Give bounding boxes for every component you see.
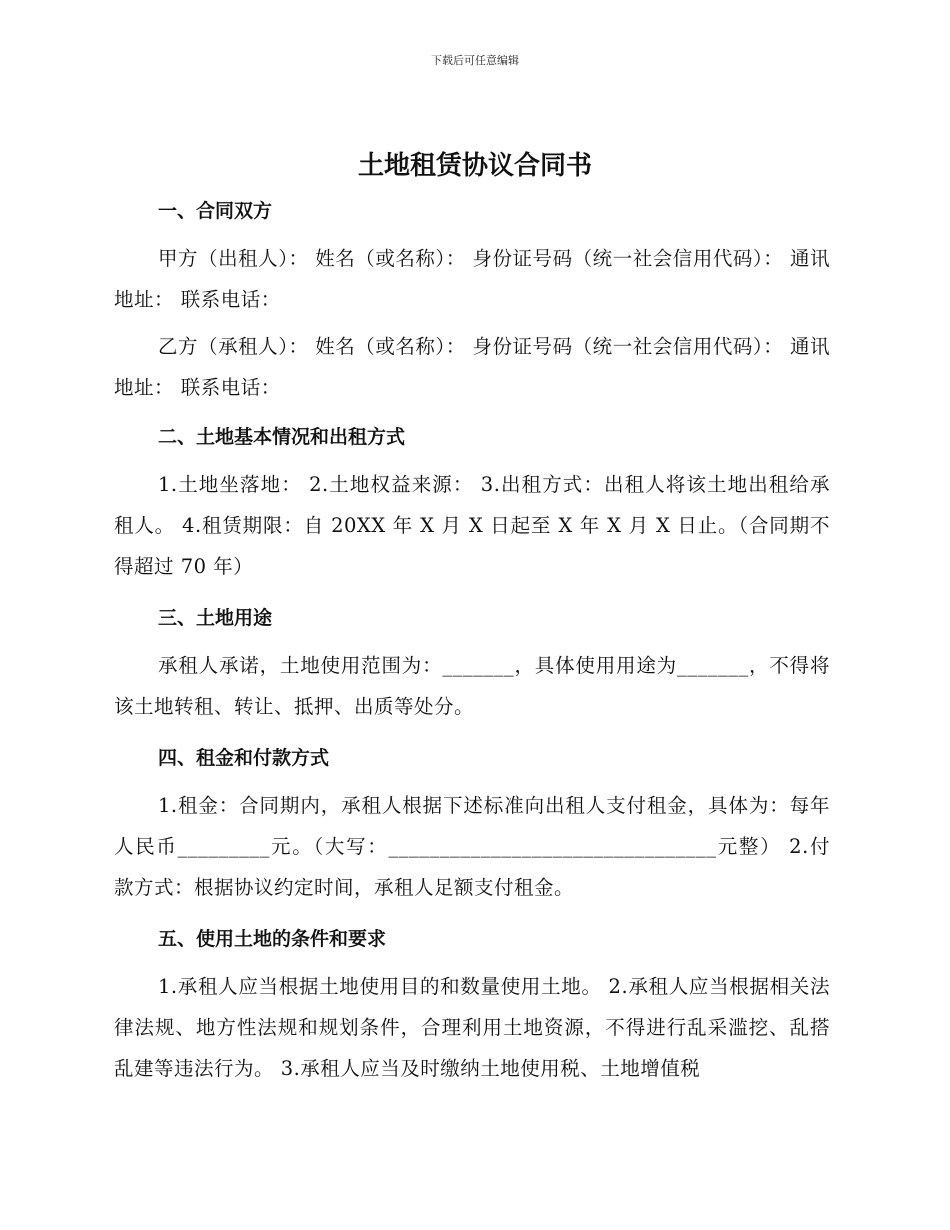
section-heading: 二、土地基本情况和出租方式 [158, 426, 406, 448]
paragraph-usage-conditions: 1.承租人应当根据土地使用目的和数量使用土地。 2.承租人应当根据相关法律法规、地方性法规和规划条件，合理利用土地资源，不得进行乱采滥挖、乱搭乱建等违法行为。 3.承租人应当及时缴纳土地使用税、土地增值税 [114, 975, 830, 1080]
document-body [114, 190, 830, 1089]
paragraph-lessor: 甲方（出租人）： 姓名（或名称）： 身份证号码（统一社会信用代码）： 通讯地址： 联系电话： [114, 247, 830, 311]
section-heading: 三、土地用途 [158, 607, 273, 629]
section-usage-conditions [114, 918, 830, 1089]
paragraph-land-info: 1.土地坐落地： 2.土地权益来源： 3.出租方式：出租人将该土地出租给承租人。 4.租赁期限：自 20XX 年 X 月 X 日起至 X 年 X 月 X 日止。（合同期不得超过 70 年） [114, 473, 830, 578]
paragraph-lessee: 乙方（承租人）： 姓名（或名称）： 身份证号码（统一社会信用代码）： 通讯地址： 联系电话： [114, 335, 830, 399]
section-parties [114, 190, 830, 408]
section-rent-payment [114, 737, 830, 908]
paragraph-rent-payment: 1.租金：合同期内，承租人根据下述标准向出租人支付租金，具体为：每年人民币_________元。（大写：________________________________元整） 2.付款方式：根据协议约定时间，承租人足额支付租金。 [114, 794, 830, 899]
section-land-info [114, 416, 830, 587]
section-heading: 五、使用土地的条件和要求 [158, 928, 387, 950]
section-heading: 四、租金和付款方式 [158, 747, 330, 769]
section-land-use [114, 597, 830, 727]
document-title: 土地租赁协议合同书 [357, 151, 592, 181]
paragraph-land-use: 承租人承诺，土地使用范围为：_______，具体使用用途为_______，不得将该土地转租、转让、抵押、出质等处分。 [114, 654, 830, 718]
header-note: 下载后可任意编辑 [431, 54, 519, 67]
section-heading: 一、合同双方 [158, 200, 273, 222]
